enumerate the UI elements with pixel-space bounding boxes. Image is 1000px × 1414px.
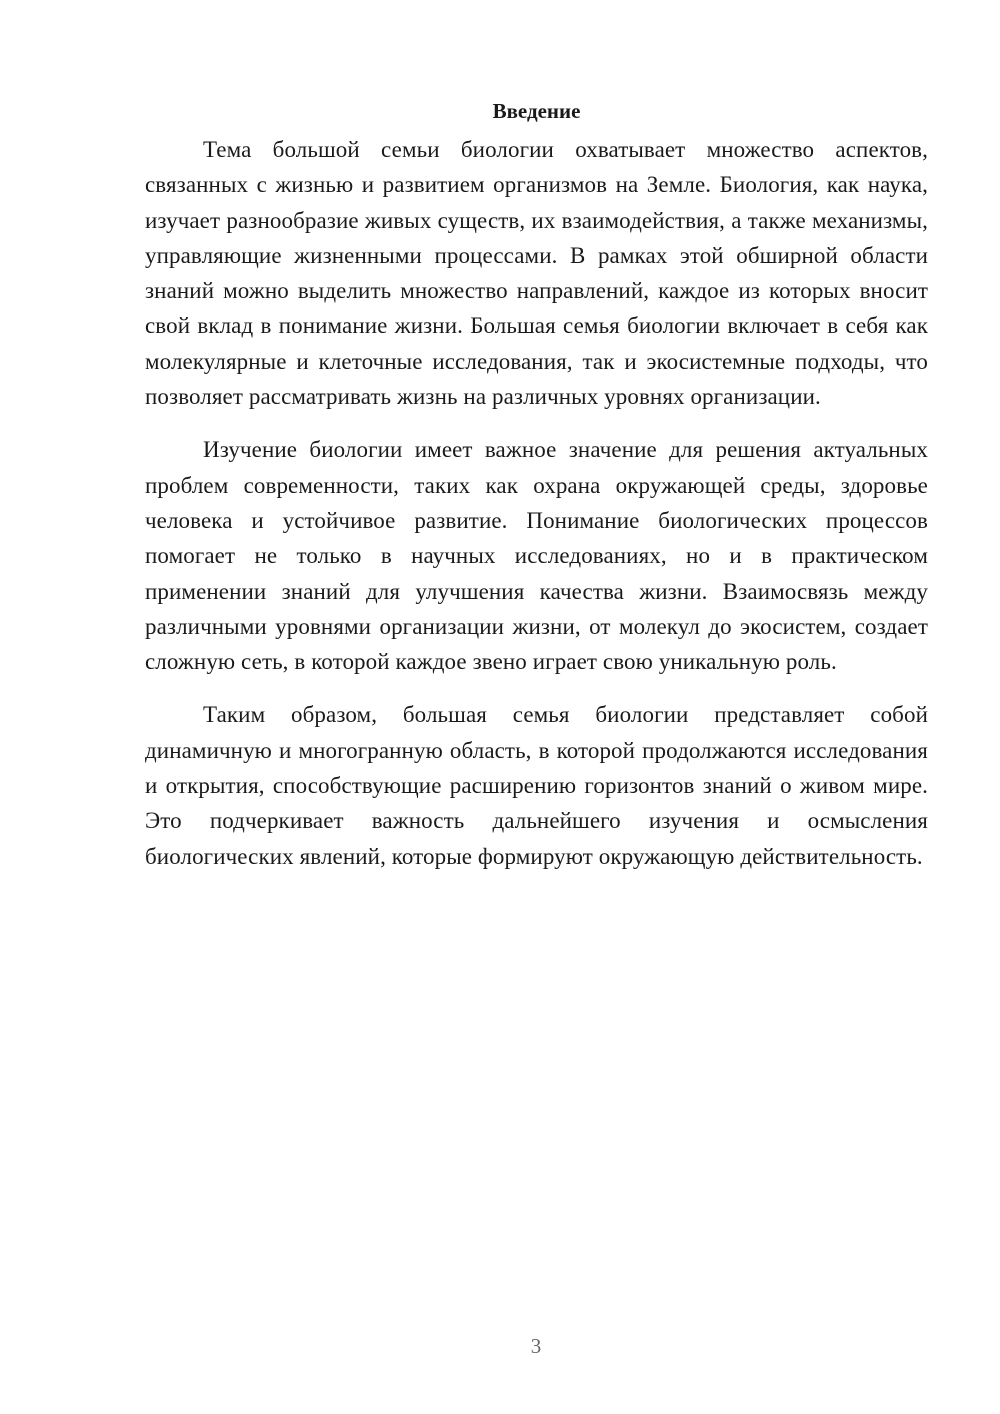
paragraph-3: Таким образом, большая семья биологии представляет собой динамичную и многогранную область, в которой продолжаются исследования и открытия, способствующие расширению горизонтов знаний о живом мире. Это подчеркивает важность дальнейшего изучения и осмысления биологических явлений, которые формируют окружающую действительность. (145, 702, 928, 869)
paragraph-1: Тема большой семьи биологии охватывает множество аспектов, связанных с жизнью и развитием организмов на Земле. Биология, как наука, изучает разнообразие живых существ, их взаимодействия, а также механизмы, управляющие жизненными процессами. В рамках этой обширной области знаний можно выделить множество направлений, каждое из которых вносит свой вклад в понимание жизни. Большая семья биологии включает в себя как молекулярные и клеточные исследования, так и экосистемные подходы, что позволяет рассматривать жизнь на различных уровнях организации. (145, 137, 928, 410)
page-number: 3 (530, 1334, 542, 1358)
paragraph-2: Изучение биологии имеет важное значение для решения актуальных проблем современности, таких как охрана окружающей среды, здоровье человека и устойчивое развитие. Понимание биологических процессов помогает не только в научных исследованиях, но и в практическом применении знаний для улучшения качества жизни. Взаимосвязь между различными уровнями организации жизни, от молекул до экосистем, создает сложную сеть, в которой каждое звено играет свою уникальную роль. (145, 437, 928, 675)
page-content (145, 94, 928, 892)
section-heading: Введение (492, 99, 581, 123)
